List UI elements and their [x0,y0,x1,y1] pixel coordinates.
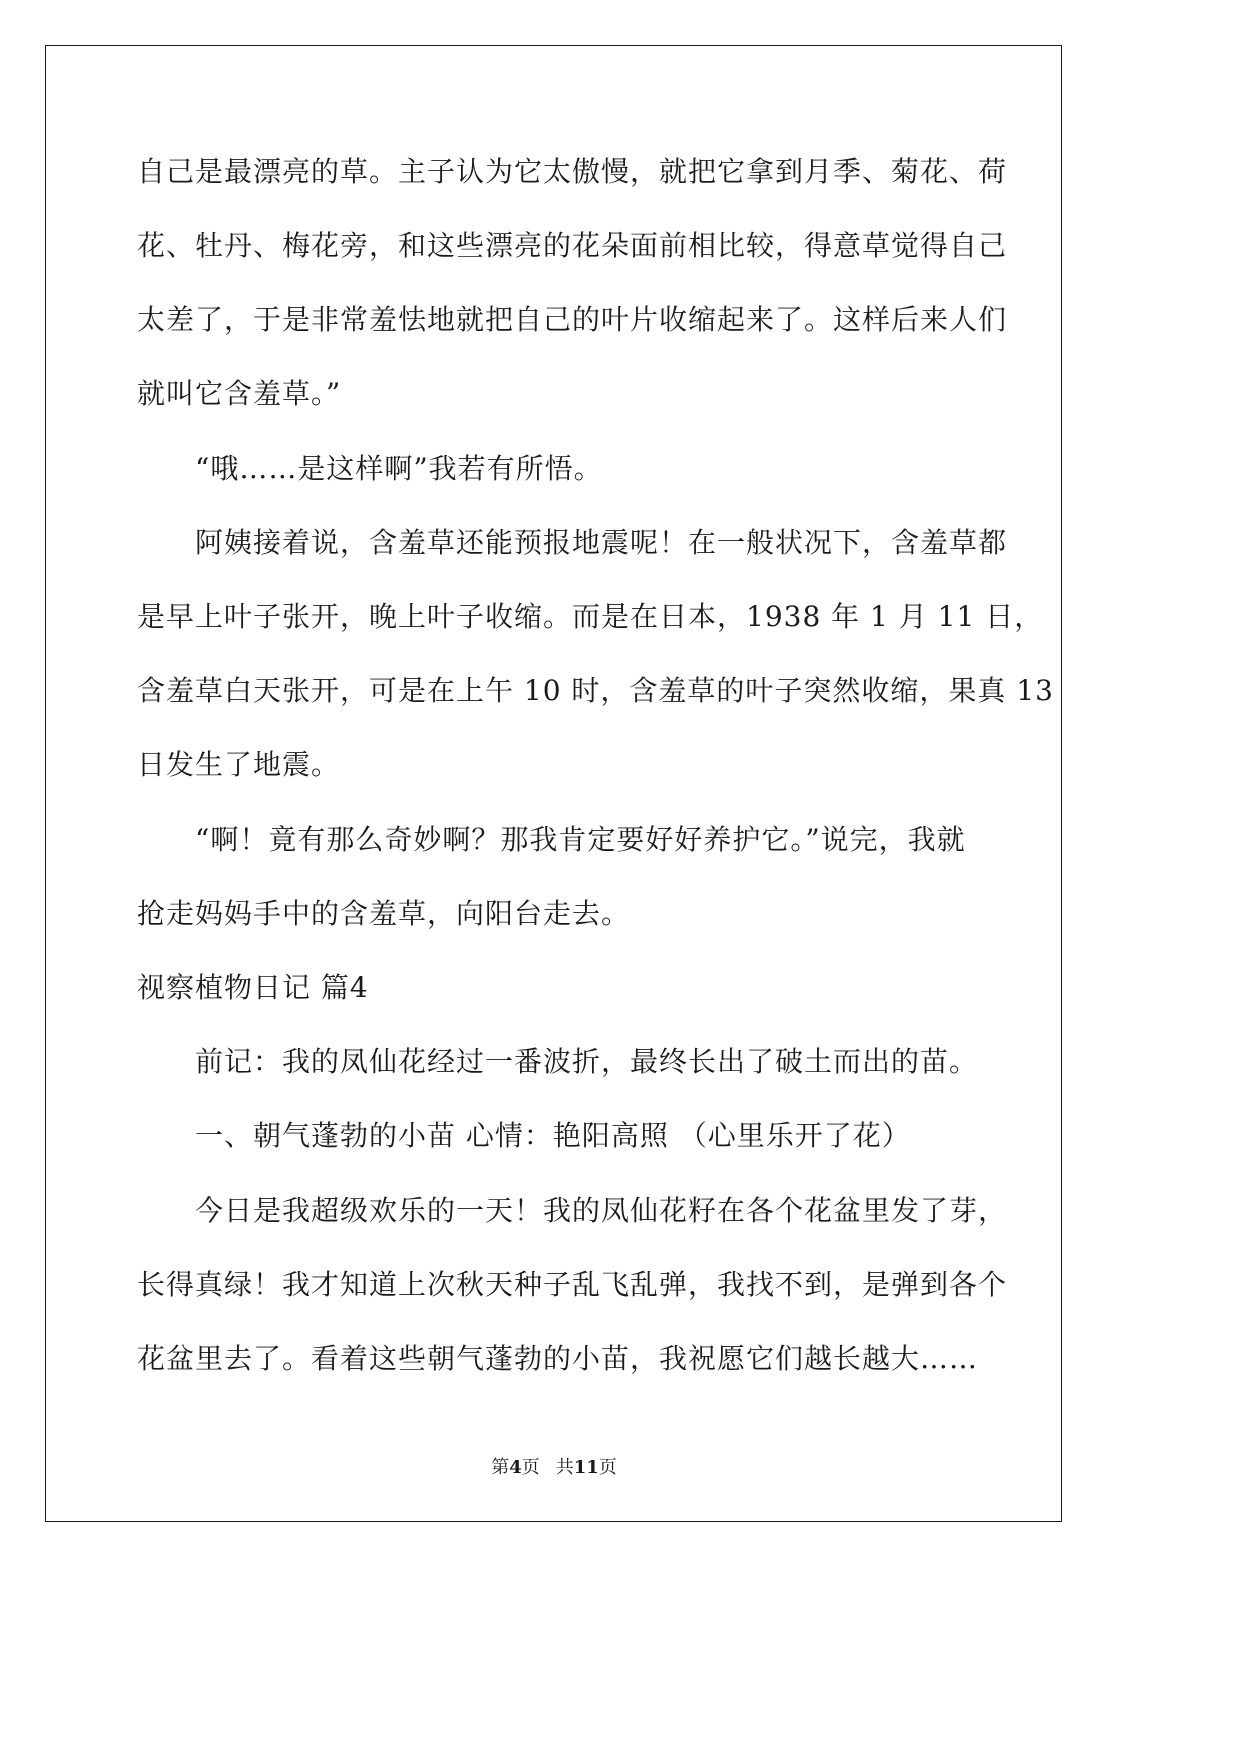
text-line: “啊！竟有那么奇妙啊？那我肯定要好好养护它。”说完，我就 [137,823,966,856]
text-line: 今日是我超级欢乐的一天！我的凤仙花籽在各个花盆里发了芽， [137,1194,1008,1227]
text-line: 是早上叶子张开，晚上叶子收缩。而是在日本，1938 年 1 月 11 日， [137,600,1044,633]
text-line: 太差了，于是非常羞怯地就把自己的叶片收缩起来了。这样后来人们 [137,303,1008,336]
total-pages: 11 [573,1457,599,1478]
text-line: 就叫它含羞草。” [137,377,342,410]
footer-page-prefix: 第 [491,1457,510,1478]
text-line: 长得真绿！我才知道上次秋天种子乱飞乱弹，我找不到，是弹到各个 [137,1268,1008,1301]
footer-page-suffix: 页 [521,1457,540,1478]
text-line: 花盆里去了。看着这些朝气蓬勃的小苗，我祝愿它们越长越大…… [137,1342,979,1375]
text-line: 日发生了地震。 [137,748,341,781]
text-line: 抢走妈妈手中的含羞草，向阳台走去。 [137,897,631,930]
text-line: 花、牡丹、梅花旁，和这些漂亮的花朵面前相比较，得意草觉得自己 [137,229,1008,262]
text-line: “哦……是这样啊”我若有所悟。 [137,452,603,485]
text-line: 自己是最漂亮的草。主子认为它太傲慢，就把它拿到月季、菊花、荷 [137,155,1008,188]
text-line: 前记：我的凤仙花经过一番波折，最终长出了破土而出的苗。 [137,1045,979,1078]
text-line: 含羞草白天张开，可是在上午 10 时，含羞草的叶子突然收缩，果真 13 [137,674,1054,707]
text-line: 阿姨接着说，含羞草还能预报地震呢！在一般状况下，含羞草都 [137,526,1008,559]
section-heading: 视察植物日记 篇4 [137,971,369,1004]
page-number: 4 [509,1457,522,1478]
text-line: 一、朝气蓬勃的小苗 心情：艳阳高照 （心里乐开了花） [137,1119,911,1152]
footer-total-suffix: 页 [598,1457,617,1478]
page-footer [0,1456,1108,1480]
footer-total-prefix: 共 [555,1457,574,1478]
